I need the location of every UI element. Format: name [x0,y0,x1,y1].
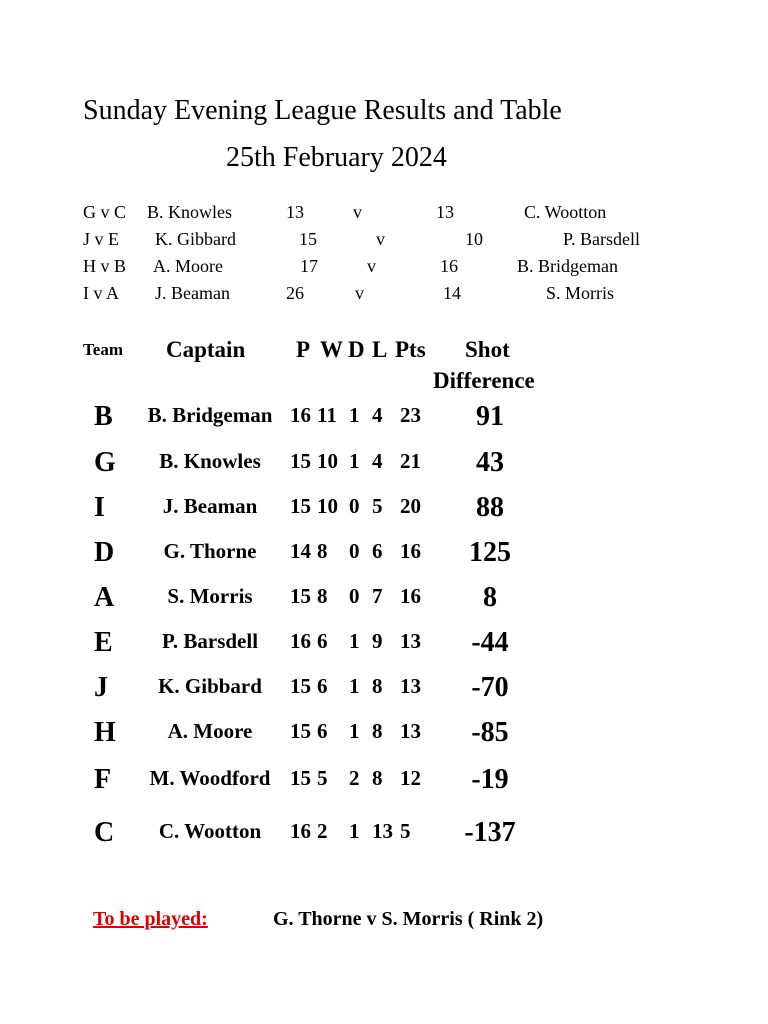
stat-w: 6 [317,719,328,743]
result-match: I v A [83,283,119,303]
shot-difference: -70 [471,672,509,703]
result-vs: v [355,283,364,303]
stat-pts: 16 [400,539,421,563]
to-be-played-label: To be played: [93,908,208,930]
team-letter: H [94,717,116,748]
result-away-captain: S. Morris [546,283,615,303]
stat-d: 1 [349,629,360,653]
team-letter: D [94,537,115,568]
stat-pts: 5 [400,819,411,843]
shot-difference: -137 [464,817,516,848]
row-stats [290,629,435,659]
page-date: 25th February 2024 [226,142,447,173]
captain-name: J. Beaman [162,494,258,518]
shot-difference: -19 [471,764,509,795]
stat-p: 16 [290,629,311,653]
stat-p: 14 [290,539,311,563]
header-p: P [296,337,311,362]
stat-l: 5 [372,494,383,518]
captain-name: S. Morris [167,584,253,608]
captain-name: B. Bridgeman [147,403,273,427]
stat-l: 9 [372,629,383,653]
stat-p: 15 [290,494,311,518]
result-vs: v [353,202,362,222]
stat-p: 15 [290,674,311,698]
header-l: L [372,337,388,362]
stat-p: 15 [290,449,311,473]
stat-pts: 13 [400,719,421,743]
row-stats [290,674,435,704]
shot-difference: -85 [471,717,509,748]
stat-pts: 13 [400,629,421,653]
stat-p: 16 [290,819,311,843]
header-d: D [348,337,365,362]
stat-pts: 13 [400,674,421,698]
header-captain: Captain [166,337,246,362]
shot-difference: 88 [476,492,504,523]
stat-p: 15 [290,584,311,608]
result-away-score: 14 [443,283,461,303]
stat-l: 4 [372,403,383,427]
stat-l: 8 [372,719,383,743]
header-team: Team [83,340,123,359]
stat-d: 1 [349,403,360,427]
stat-d: 0 [349,494,360,518]
result-match: J v E [83,229,119,249]
result-home-captain: J. Beaman [155,283,230,303]
header-difference: Difference [433,368,535,393]
stat-p: 15 [290,766,311,790]
result-home-score: 15 [299,229,317,249]
team-letter: I [94,492,105,523]
result-away-captain: B. Bridgeman [517,256,618,276]
to-be-played-fixture: G. Thorne v S. Morris ( Rink 2) [273,908,544,930]
stat-l: 8 [372,766,383,790]
shot-difference: 125 [469,537,511,568]
header-shot: Shot [465,337,510,362]
team-letter: F [94,764,112,795]
stat-w: 2 [317,819,328,843]
stat-w: 8 [317,584,328,608]
shot-difference: 43 [476,447,504,478]
captain-name: M. Woodford [149,766,271,790]
team-letter: G [94,447,116,478]
team-letter: E [94,627,113,658]
stat-l: 7 [372,584,383,608]
stat-pts: 16 [400,584,421,608]
stat-w: 6 [317,629,328,653]
team-letter: C [94,817,115,848]
stat-l: 6 [372,539,383,563]
row-stats [290,766,435,796]
header-pts: Pts [395,337,426,362]
stat-d: 2 [349,766,360,790]
stat-l: 13 [372,819,393,843]
row-stats [290,819,435,849]
captain-name: K. Gibbard [158,674,262,698]
stat-w: 10 [317,449,338,473]
team-letter: J [94,672,108,703]
stat-pts: 20 [400,494,421,518]
stat-w: 5 [317,766,328,790]
row-stats [290,539,435,569]
captain-name: B. Knowles [159,449,261,473]
stat-pts: 23 [400,403,421,427]
shot-difference: 91 [476,401,504,432]
result-home-score: 26 [286,283,304,303]
row-stats [290,403,435,433]
team-letter: A [94,582,115,613]
stat-d: 1 [349,719,360,743]
row-stats [290,494,435,524]
stat-p: 15 [290,719,311,743]
result-match: H v B [83,256,127,276]
result-home-score: 13 [286,202,304,222]
row-stats [290,719,435,749]
stat-pts: 21 [400,449,421,473]
captain-name: P. Barsdell [161,629,259,653]
stat-p: 16 [290,403,311,427]
result-home-captain: B. Knowles [147,202,232,222]
stat-l: 8 [372,674,383,698]
result-away-captain: C. Wootton [524,202,607,222]
result-vs: v [367,256,376,276]
team-letter: B [94,401,113,432]
captain-name: G. Thorne [163,539,257,563]
stat-d: 0 [349,539,360,563]
stat-w: 6 [317,674,328,698]
stat-d: 1 [349,674,360,698]
result-vs: v [376,229,385,249]
stat-d: 0 [349,584,360,608]
row-stats [290,449,435,479]
header-w: W [320,337,343,362]
shot-difference: 8 [483,582,497,613]
result-home-captain: A. Moore [153,256,223,276]
result-match: G v C [83,202,127,222]
result-away-score: 16 [440,256,458,276]
stat-pts: 12 [400,766,421,790]
shot-difference: -44 [471,627,509,658]
result-away-score: 13 [436,202,454,222]
row-stats [290,584,435,614]
stat-w: 11 [317,403,337,427]
result-away-captain: P. Barsdell [563,229,641,249]
stat-d: 1 [349,449,360,473]
result-home-captain: K. Gibbard [155,229,236,249]
captain-name: A. Moore [167,719,253,743]
stat-w: 10 [317,494,338,518]
captain-name: C. Wootton [158,819,262,843]
stat-w: 8 [317,539,328,563]
stat-d: 1 [349,819,360,843]
result-home-score: 17 [300,256,318,276]
page-title: Sunday Evening League Results and Table [83,95,562,126]
result-away-score: 10 [465,229,483,249]
stat-l: 4 [372,449,383,473]
